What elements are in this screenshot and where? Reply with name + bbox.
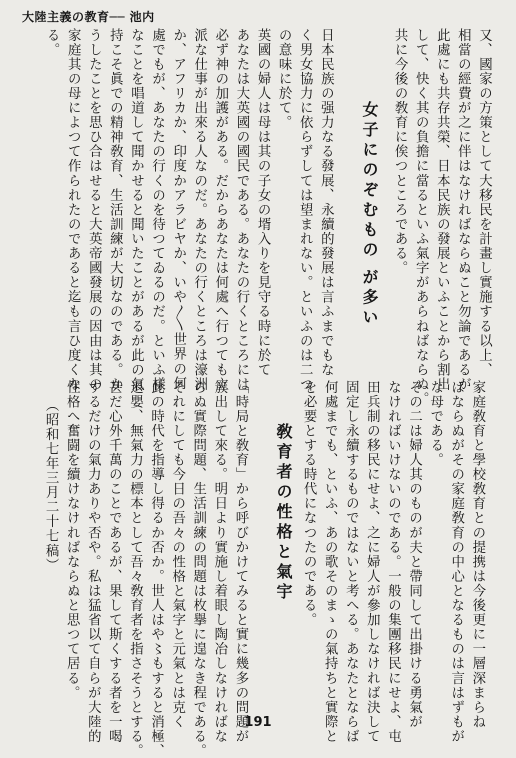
text-column: く男女協力に依らずしては望まれない。といふのは二つ <box>297 28 313 392</box>
text-column: 英國の婦人は母は其の子女の壻入りを見守る時に於て <box>255 28 271 378</box>
text-column: うしたことを思ひ合はせると大英帝國發展の因由は其の <box>86 28 102 392</box>
text-column: を必要とする時代になつたのである。 <box>301 380 317 628</box>
paragraph-educator-character <box>40 380 251 758</box>
text-column: 持こそ眞での精神敎育、生活訓練が大切なのである。か <box>107 28 123 392</box>
text-column: 性格へ奮闘を續けなければならぬと思つて居る。 <box>64 380 80 701</box>
text-column: 此處にも共存共榮、日本民族の發展といふことから割出 <box>434 28 450 392</box>
text-column: ばならぬがその家庭敎育の中心となるものは言はずもが <box>448 380 464 744</box>
text-column: 又、國家の方策として大移民を計畫し實施する以上、 <box>476 28 492 378</box>
text-column: その二は婦人其のものが夫と帶同して出掛ける勇氣が <box>406 380 422 730</box>
text-column: それにしても今日の吾々の性格と氣字と元氣とは克く <box>169 380 185 730</box>
text-column: 何處までも、といふ、あの歌そのまゝの氣持ちと實際と <box>322 380 338 744</box>
text-column: 此の時代を指導し得るか否か。世人はや〻もすると消極、 <box>148 380 164 758</box>
page-number: 191 <box>244 715 272 730</box>
text-column: 共に今後の敎育に俟つところである。 <box>392 28 408 276</box>
running-head: 大陸主義の教育── 池内 <box>22 10 155 24</box>
text-column: あなたは大英國の國民である。あなたの行くところには <box>233 28 249 392</box>
text-column: して、快く其の負擔に當るといふ氣字があらねばならぬ。 <box>413 28 429 407</box>
text-column: らぬ實際問題、生活訓練の問題は枚擧に遑なき程である。 <box>190 380 206 758</box>
text-column: するだけの氣力ありや否や。私は猛省以て自らが大陸的 <box>85 380 101 744</box>
text-column: なことを唱道して聞かせると聞いたことがあるが此の氣 <box>128 28 144 392</box>
text-column: 處でもが、あなたの行くのを待つてゐるのだ。といふ樣 <box>149 28 165 392</box>
text-column: か、アフリカか、印度かアラビヤか、いや〱世界の何 <box>170 28 186 391</box>
text-column: 退嬰、無氣力の標本として吾々敎育者を指さそうとする。 <box>127 380 143 758</box>
section-heading-educator: 敎育者の性格と氣宇 <box>274 423 293 603</box>
text-column: 甚だ心外千萬のことであるが、果して斯くする者を一喝 <box>106 380 122 744</box>
text-column: の意味に於て。 <box>276 28 292 130</box>
text-column: る。 <box>44 28 60 58</box>
paragraph-immigration-cost <box>389 28 494 407</box>
section-heading-women: 女子にのぞむもの が多い <box>360 101 379 329</box>
text-column: 相當の經費が之に伴はなければならぬこと勿論であるが <box>455 28 471 392</box>
text-column: な母である。 <box>427 380 443 468</box>
text-column: 家庭其の母によつて作られたのであると迄も言ひ度くな <box>65 28 81 392</box>
text-column: 簇出して來る。明日より實施し着眼し陶冶しなければな <box>211 380 227 744</box>
paragraph-home-education <box>298 380 488 744</box>
text-column: 家庭敎育と學校敎育との提携は今後更に一層深まらね <box>469 380 485 730</box>
text-column: 日本民族の强力なる發展、永續的發展は言ふまでもな <box>318 28 334 378</box>
text-column: 田兵制の移民にせよ、之に婦人が參加しなければ決して <box>364 380 380 744</box>
text-column: 固定し永續するものではないと考へる。あなたとならば <box>343 380 359 744</box>
text-column: なければいけないのである。一般の集團移民にせよ、屯 <box>385 380 401 744</box>
paragraph-womens-role <box>41 28 336 392</box>
text-column: 「時局と敎育」から呼びかけてみると實に幾多の問題が <box>232 380 248 744</box>
date-note: （昭和七年三月二十七稿） <box>43 398 59 573</box>
text-column: 必ず神の加護がある。だからあなたは何處へ行つても立 <box>212 28 228 392</box>
text-column: 派な仕事が出來る人なのだ。あなたの行くところは濠洲 <box>191 28 207 392</box>
